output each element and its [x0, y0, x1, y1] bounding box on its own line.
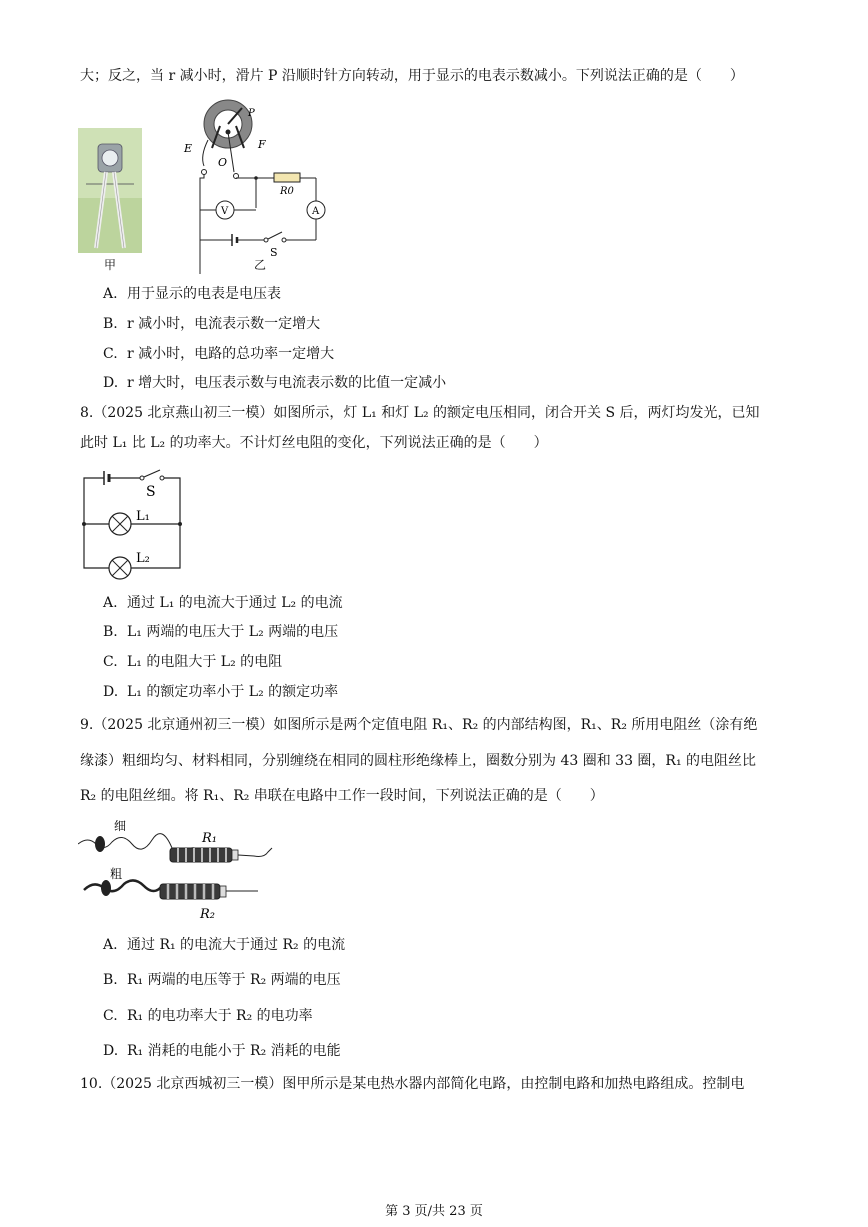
resistor-structure-diagram — [78, 818, 288, 926]
q9-stem-line2: 缘漆）粗细均匀、材料相同，分别缠绕在相同的圆柱形绝缘棒上，圈数分别为 43 圈和 33 圈，R₁ 的电阻丝比 — [80, 753, 757, 769]
q8-figure — [78, 466, 188, 585]
label-S: S — [146, 484, 156, 500]
label-A: A — [312, 206, 320, 217]
q7-option-a: A. 用于显示的电表是电压表 — [103, 286, 281, 302]
circuit-diagram-q7 — [180, 96, 330, 276]
q9-stem-line1: 9.（2025 北京通州初三一模）如图所示是两个定值电阻 R₁、R₂ 的内部结构图，R₁、R₂ 所用电阻丝（涂有绝 — [80, 717, 758, 733]
label-O: O — [218, 156, 228, 169]
q7-option-c: C. r 减小时，电路的总功率一定增大 — [103, 346, 335, 362]
q8-option-d: D. L₁ 的额定功率小于 L₂ 的额定功率 — [103, 684, 339, 700]
label-R0: R0 — [280, 186, 294, 197]
label-S: S — [270, 246, 278, 259]
page-footer: 第 3 页/共 23 页 — [385, 1204, 483, 1219]
fig-yi-label: 乙 — [254, 258, 267, 272]
q9-figure — [78, 818, 288, 930]
label-thin: 细 — [114, 819, 127, 833]
caliper-photo — [78, 128, 144, 273]
label-R2: R₂ — [200, 907, 215, 922]
q9-option-a: A. 通过 R₁ 的电流大于通过 R₂ 的电流 — [103, 937, 346, 953]
q8-stem-line1: 8.（2025 北京燕山初三一模）如图所示，灯 L₁ 和灯 L₂ 的额定电压相同，闭合开关 S 后，两灯均发光，已知 — [80, 405, 760, 421]
q7-option-b: B. r 减小时，电流表示数一定增大 — [103, 316, 321, 332]
q9-option-b: B. R₁ 两端的电压等于 R₂ 两端的电压 — [103, 972, 341, 988]
q9-stem-line3: R₂ 的电阻丝细。将 R₁、R₂ 串联在电路中工作一段时间，下列说法正确的是（ ） — [80, 788, 604, 804]
label-F: F — [258, 138, 266, 151]
circuit-diagram-q8 — [78, 466, 188, 581]
label-R1: R₁ — [202, 831, 217, 846]
label-P: P — [248, 108, 255, 119]
label-thick: 粗 — [110, 867, 123, 881]
q8-stem-line2: 此时 L₁ 比 L₂ 的功率大。不计灯丝电阻的变化，下列说法正确的是（ ） — [80, 435, 548, 451]
q7-figure-yi — [180, 96, 330, 280]
q7-stem-end: 大；反之，当 r 减小时，滑片 P 沿顺时针方向转动，用于显示的电表示数减小。下列说法正确的是（ ） — [80, 68, 744, 84]
label-V: V — [221, 206, 229, 217]
q8-option-a: A. 通过 L₁ 的电流大于通过 L₂ 的电流 — [103, 595, 343, 611]
q7-figure-jia — [78, 128, 144, 277]
q7-option-d: D. r 增大时，电压表示数与电流表示数的比值一定减小 — [103, 375, 447, 391]
label-L1: L₁ — [136, 509, 150, 524]
q9-option-d: D. R₁ 消耗的电能小于 R₂ 消耗的电能 — [103, 1043, 341, 1059]
q9-option-c: C. R₁ 的电功率大于 R₂ 的电功率 — [103, 1008, 313, 1024]
q8-option-c: C. L₁ 的电阻大于 L₂ 的电阻 — [103, 654, 283, 670]
label-L2: L₂ — [136, 551, 150, 566]
fig-jia-label: 甲 — [104, 258, 117, 272]
label-E: E — [184, 142, 193, 155]
q10-stem-line1: 10.（2025 北京西城初三一模）图甲所示是某电热水器内部简化电路，由控制电路和加热电路组成。控制电 — [80, 1076, 745, 1092]
q8-option-b: B. L₁ 两端的电压大于 L₂ 两端的电压 — [103, 624, 339, 640]
